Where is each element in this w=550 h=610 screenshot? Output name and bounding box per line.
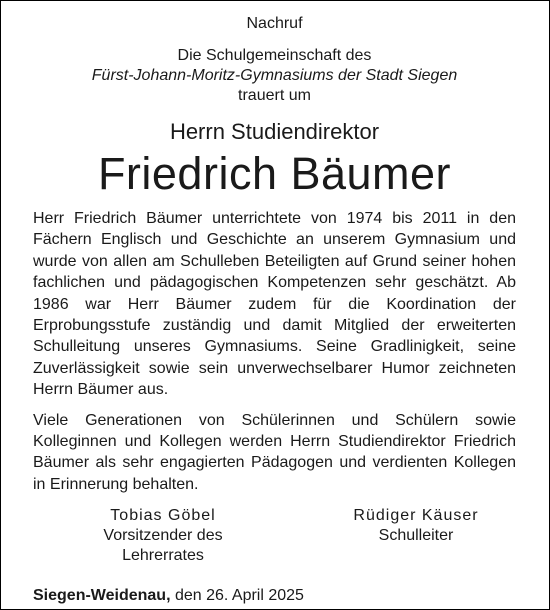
- date: den 26. April 2025: [170, 587, 304, 605]
- obituary-notice: [33, 14, 516, 606]
- organization-line-1: Die Schulgemeinschaft des: [177, 47, 372, 64]
- mourning-line: trauert um: [238, 87, 311, 104]
- signatory-name: Rüdiger Käuser: [353, 507, 479, 525]
- deceased-name: Friedrich Bäumer: [97, 148, 452, 199]
- notice-heading: Nachruf: [246, 15, 303, 32]
- signatory-name: Tobias Göbel: [110, 507, 216, 525]
- signatures: [33, 506, 516, 566]
- signatory-left: [63, 506, 263, 566]
- tribute-paragraph-1: Herr Friedrich Bäumer unterrichtete von 1974 bis 2011 in den Fächern Englisch und Geschichte an unserem Gymnasium und wurde von allen am Schulleben Beteiligten auf Grund seiner hohen fachlichen und pädagogischen Kompetenzen sehr geschätzt. Ab 1986 war Herr Bäumer zudem für die Koordination der Erprobungsstufe zuständig und damit Mitglied der erweiterten Schulleitung unseres Gymnasiums. Seine Gradlinigkeit, seine Zuverlässigkeit sowie sein unverwechselbarer Humor zeichneten Herrn Bäumer aus.: [33, 210, 516, 399]
- tribute-paragraph-2: Viele Generationen von Schülerinnen und Schülern sowie Kolleginnen und Kollegen werden Herrn Studiendirektor Friedrich Bäumer als sehr engagierten Pädagogen und verdienten Kollegen in Erinnerung behalten.: [33, 411, 516, 493]
- organization-name: Fürst-Johann-Moritz-Gymnasiums der Stadt Siegen: [91, 67, 458, 84]
- signatory-role: Vorsitzender des Lehrerrates: [103, 527, 223, 565]
- signatory-right: [316, 506, 516, 566]
- honorific-title: Herrn Studiendirektor: [169, 119, 380, 144]
- place-date-line: [33, 586, 516, 606]
- place: Siegen-Weidenau,: [33, 587, 171, 605]
- signatory-role: Schulleiter: [378, 527, 454, 545]
